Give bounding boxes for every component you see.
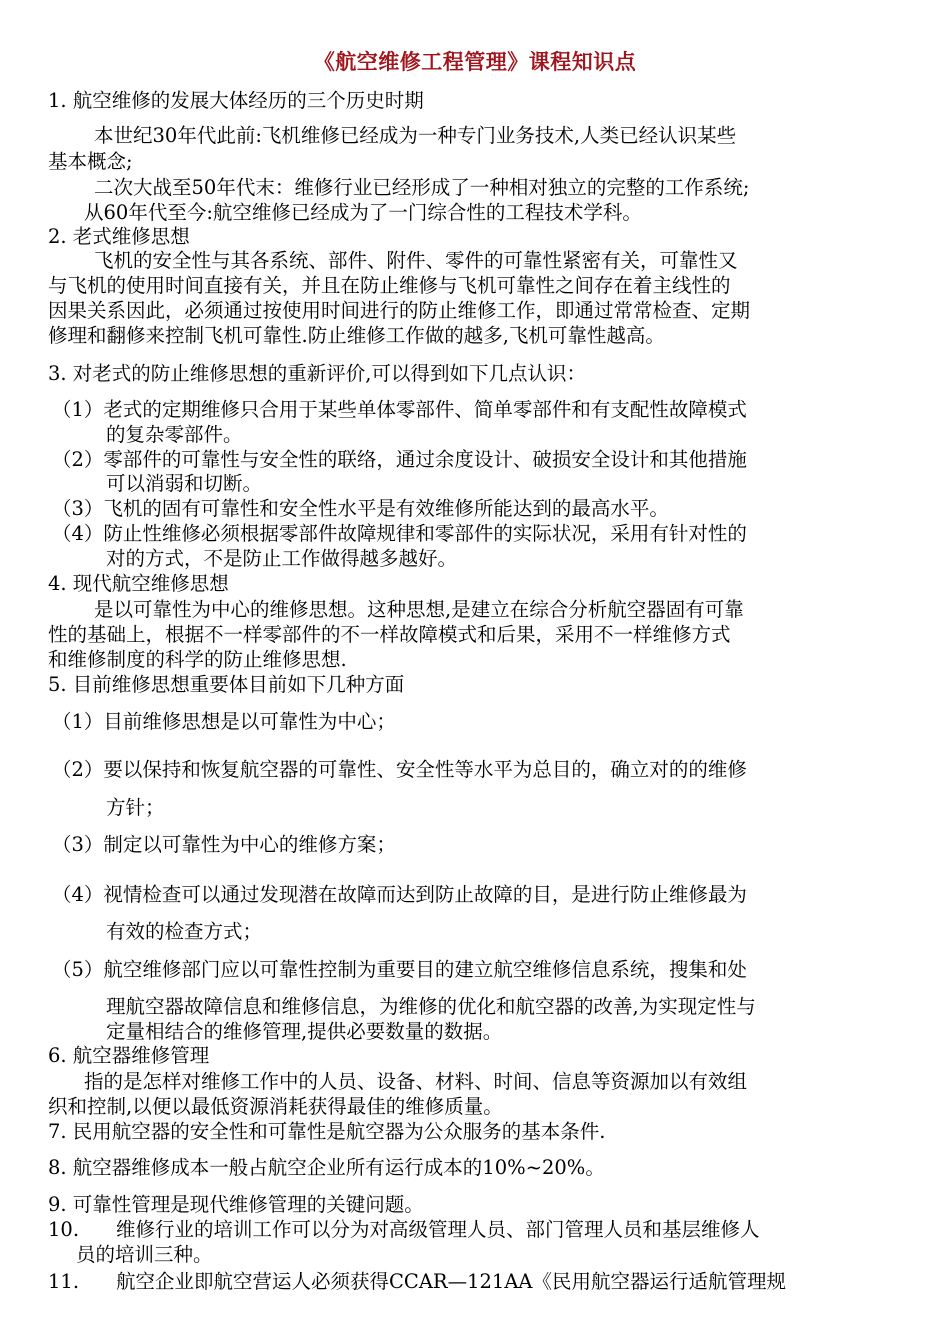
- section-1-line-3: 二次大战至50年代末：维修行业已经形成了一种相对独立的完整的工作系统;: [94, 176, 750, 199]
- section-4-line-2: 性的基础上，根据不一样零部件的不一样故障模式和后果，采用不一样维修方式: [48, 623, 731, 646]
- section-4-line-3: 和维修制度的科学的防止维修思想.: [48, 648, 347, 671]
- section-5-item-3: （3）制定以可靠性为中心的维修方案；: [52, 833, 396, 856]
- section-3-heading: 3. 对老式的防止维修思想的重新评价,可以得到如下几点认识：: [48, 362, 587, 385]
- section-3-item-1-cont: 的复杂零部件。: [106, 423, 243, 446]
- section-5-item-5-cont-2: 定量相结合的维修管理,提供必要数量的数据。: [106, 1020, 503, 1043]
- section-2-line-1: 飞机的安全性与其各系统、部件、附件、零件的可靠性紧密有关，可靠性又: [94, 249, 738, 272]
- section-1-line-4: 从60年代至今:航空维修已经成为了一门综合性的工程技术学科。: [84, 201, 642, 224]
- section-3-item-1: （1）老式的定期维修只合用于某些单体零部件、简单零部件和有支配性故障模式: [52, 398, 747, 421]
- section-8: 8. 航空器维修成本一般占航空企业所有运行成本的10%~20%。: [48, 1156, 605, 1179]
- section-3-item-4: （4）防止性维修必须根据零部件故障规律和零部件的实际状况，采用有针对性的: [52, 522, 747, 545]
- section-5-heading: 5. 目前维修思想重要体目前如下几种方面: [48, 673, 405, 696]
- section-6-heading: 6. 航空器维修管理: [48, 1044, 210, 1067]
- section-2-line-3: 因果关系因此，必须通过按使用时间进行的防止维修工作，即通过常常检查、定期: [48, 299, 751, 322]
- section-5-item-2: （2）要以保持和恢复航空器的可靠性、安全性等水平为总目的，确立对的的维修: [52, 758, 747, 781]
- section-3-item-3: （3）飞机的固有可靠性和安全性水平是有效维修所能达到的最高水平。: [52, 497, 669, 520]
- section-3-item-2-cont: 可以消弱和切断。: [106, 472, 263, 495]
- section-3-item-2: （2）零部件的可靠性与安全性的联络，通过余度设计、破损安全设计和其他措施: [52, 448, 747, 471]
- section-11-line-1: 航空企业即航空营运人必须获得CCAR—121AA《民用航空器运行适航管理规: [116, 1270, 786, 1293]
- section-1-line-2: 基本概念;: [48, 150, 133, 173]
- section-2-line-2: 与飞机的使用时间直接有关，并且在防止维修与飞机可靠性之间存在着主线性的: [48, 274, 731, 297]
- section-4-line-1: 是以可靠性为中心的维修思想。这种思想,是建立在综合分析航空器固有可靠: [94, 598, 744, 621]
- section-3-item-4-cont: 对的方式，不是防止工作做得越多越好。: [106, 547, 458, 570]
- section-4-heading: 4. 现代航空维修思想: [48, 572, 229, 595]
- section-7: 7. 民用航空器的安全性和可靠性是航空器为公众服务的基本条件.: [48, 1120, 606, 1143]
- section-5-item-5: （5）航空维修部门应以可靠性控制为重要目的建立航空维修信息系统，搜集和处: [52, 958, 747, 981]
- section-1-line-1: 本世纪30年代此前:飞机维修已经成为一种专门业务技术,人类已经认识某些: [94, 124, 737, 147]
- section-2-heading: 2. 老式维修思想: [48, 225, 190, 248]
- section-1-heading: 1. 航空维修的发展大体经历的三个历史时期: [48, 89, 424, 112]
- section-5-item-4: （4）视情检查可以通过发现潜在故障而达到防止故障的目，是进行防止维修最为: [52, 883, 747, 906]
- section-11-number: 11.: [48, 1270, 80, 1293]
- section-5-item-1: （1）目前维修思想是以可靠性为中心；: [52, 710, 396, 733]
- section-5-item-2-cont: 方针；: [106, 796, 165, 819]
- section-10-line-2: 员的培训三种。: [76, 1243, 213, 1266]
- section-10-line-1: 维修行业的培训工作可以分为对高级管理人员、部门管理人员和基层维修人: [116, 1218, 760, 1241]
- section-9: 9. 可靠性管理是现代维修管理的关键问题。: [48, 1193, 424, 1216]
- section-2-line-4: 修理和翻修来控制飞机可靠性.防止维修工作做的越多,飞机可靠性越高。: [48, 324, 665, 347]
- section-10-number: 10.: [48, 1218, 80, 1241]
- section-6-line-1: 指的是怎样对维修工作中的人员、设备、材料、时间、信息等资源加以有效组: [84, 1070, 748, 1093]
- section-5-item-4-cont: 有效的检查方式；: [106, 920, 263, 943]
- section-5-item-5-cont-1: 理航空器故障信息和维修信息，为维修的优化和航空器的改善,为实现定性与: [106, 995, 756, 1018]
- document-title: 《航空维修工程管理》课程知识点: [313, 49, 637, 74]
- section-6-line-2: 织和控制,以便以最低资源消耗获得最佳的维修质量。: [48, 1095, 503, 1118]
